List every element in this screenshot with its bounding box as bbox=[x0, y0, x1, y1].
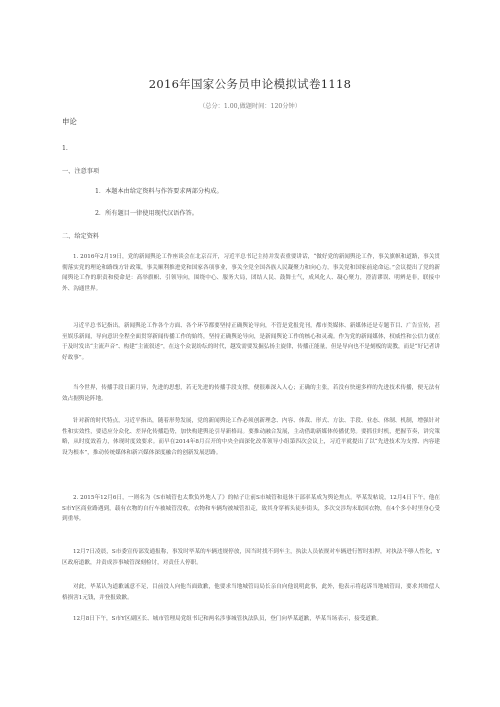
material-paragraph-6: 12月7日凌晨，S市委宣传部发通报称，事发时毕某的车辆违规停放，因当时找不到车主，执法人员依规对车辆进行暂时扣押，对执法不够人性化，Y区政府道歉，并责成涉事城管深刻检讨，对责任人停职。 bbox=[62, 549, 440, 566]
note-item-1: 1．本题本由给定资料与作答要求两部分构成。 bbox=[95, 188, 223, 195]
material-paragraph-8: 12月8日下午，S市Y区副区长、城市管理局党组书记和两名涉事城管执法队员，登门向毕某道歉，毕某当场表示，接受道歉。 bbox=[73, 616, 383, 622]
material-paragraph-3: 当今世界，传播手段日新月异，先进的思想，若无先进的传播手段支撑，便很难深入人心；正确的主张，若没有快速多样的先进技术传播，便无法有效占据舆论阵地。 bbox=[62, 385, 440, 402]
notes-heading: 一、注意事项 bbox=[62, 168, 100, 175]
materials-heading: 二、给定资料 bbox=[62, 233, 100, 240]
material-paragraph-7: 对此，毕某认为道歉诚意不足，目前没人向他当面致歉，他要求当地城管局局长亲自向他说明此事，此外，他表示将起诉当地城管局，要求其赔偿人格损害1元钱，并登报致歉。 bbox=[62, 584, 440, 601]
document-title: 2016年国家公务员申论模拟试卷1118 bbox=[148, 77, 352, 91]
material-paragraph-1: 1. 2016年2月19日，党的新闻舆论工作座谈会在北京召开，习近平总书记主持并发表重要讲话，“做好党的新闻舆论工作，事关旗帜和道路，事关贯彻落实党的理论和路线方针政策，事关顺利推进党和国家各项事业，事关全党全国各族人民凝聚力和向心力，事关党和国家前途命运。”会议提出了党的新闻舆论工作的职责和使命是：高举旗帜、引领导向，围绕中心、服务大局，团结人民、鼓舞士气，成风化人、凝心聚力，澄清谬误、明辨是非，联接中外、沟通世界。 bbox=[62, 254, 440, 292]
note-item-2: 2．所有题目一律使用现代汉语作答。 bbox=[95, 210, 198, 217]
question-number: 1. bbox=[62, 145, 68, 152]
material-paragraph-2: 习近平总书记指出，新闻舆论工作各个方面、各个环节都要坚持正确舆论导向，不管是党报党刊，都市类媒体、新媒体还是专题节目、广告宣传，甚至娱乐新闻，导向意识全程全面贯穿新闻传播工作的始终，坚持正确舆论导向，是新闻舆论工作的核心和灵魂。作为党的新闻媒体，权威性和公信力就在于及时发出“主流声音”、构建“主流叙述”，在这个众说纷纭的时代，越发需要发掘弘扬主旋律，传播正能量，但是导向也不是刻板的说教，而是“好记者讲好故事”。 bbox=[62, 323, 440, 361]
section-label: 申论 bbox=[62, 117, 77, 126]
material-paragraph-5: 2. 2015年12月6日，一则名为《S市城管也太欺负外地人了》的帖子让前S市城管和退休干部率某成为舆论焦点。毕某发帖说，12月4日下午，他在S市Y区商业路遇到，载有衣物的自行车被城管没收，衣物和车辆均被城管扣走，致其身穿裤头徒步街头，多次交涉均未取回衣物，在4个多小时里身心受到重辱。 bbox=[62, 495, 440, 522]
exam-meta: （总分：1.00,做题时间：120分钟） bbox=[199, 103, 301, 110]
material-paragraph-4: 针对新的时代特点，习近平指出，随着形势发展，党的新闻舆论工作必须创新理念、内容、体裁、形式、方法、手段、业态、体制、机制，增强针对性和实效性，要适应分众化、差异化传播趋势，加快构建舆论引导新格局。要推动融合发展，主动借助新媒体传播优势。要抓住时机，把握节奏，讲究策略，从时度效着力，体现时度效要求。而早在2014年8月召开的中央全面深化改革领导小组第四次会议上，习近平就提出了以“先进技术为支撑、内容建设为根本”，推动传统媒体和新兴媒体深度融合的创新发展思路。 bbox=[62, 418, 440, 456]
